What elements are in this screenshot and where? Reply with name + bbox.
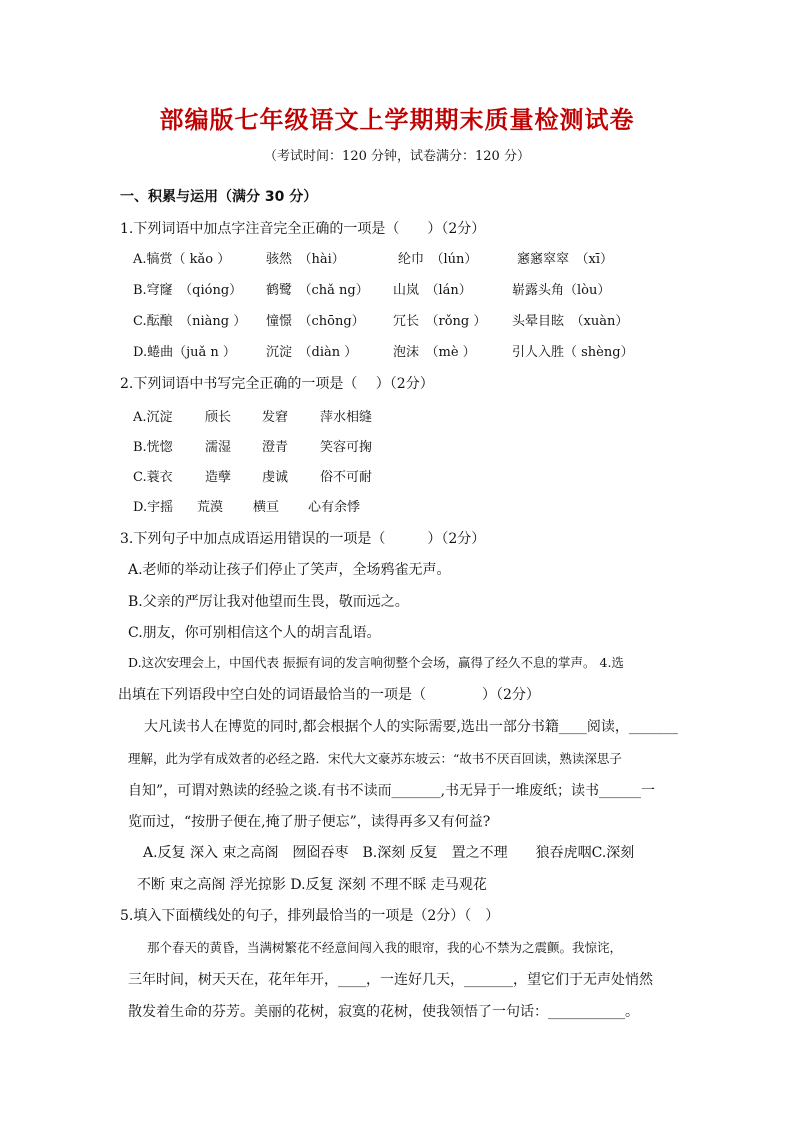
question-4-stem: 出填在下列语段中空白处的词语最恰当的一项是（ ）（2分） <box>118 687 540 703</box>
q2-option-a-word3: 发窘 <box>262 410 289 425</box>
q2-option-d-word3: 横亘 <box>253 500 280 515</box>
q2-option-a-word1: A.沉淀 <box>133 410 173 425</box>
exam-info: （考试时间：120 分钟，试卷满分：120 分） <box>264 149 530 164</box>
q4-passage-line-3: 自知”，可谓对熟读的经验之谈.有书不读而_______,书无异于一堆废纸；读书______一 <box>128 783 656 799</box>
q1-option-a-word1: A.犒赏（ kǎo ） <box>133 252 231 267</box>
question-1-stem: 1.下列词语中加点字注音完全正确的一项是（ ）（2分） <box>120 221 486 237</box>
q1-option-b-word3: 山岚 （lán） <box>393 283 472 298</box>
q4-passage-line-4: 览而过，“按册子便在,掩了册子便忘”，读得再多又有何益? <box>128 814 491 830</box>
q2-option-a-word2: 颀长 <box>205 410 232 425</box>
q2-option-a-word4: 萍水相缝 <box>320 410 373 425</box>
q5-passage-line-2: 三年时间，树天天在，花年年开，____，一连好几天，_______，望它们于无声处悄然 <box>128 972 653 988</box>
section-heading: 一、积累与运用（满分 30 分） <box>120 189 318 205</box>
q2-option-c-word2: 造孽 <box>205 470 232 485</box>
q2-option-c-word4: 俗不可耐 <box>320 470 373 485</box>
page-title: 部编版七年级语文上学期期末质量检测试卷 <box>159 106 635 134</box>
q1-option-c-word1: C.酝酿 （niàng ） <box>133 314 247 329</box>
q4-options-line-1: A.反复 深入 束之高阁 囫囵吞枣 B.深刻 反复 置之不理 狼吞虎咽C.深刻 <box>143 845 635 861</box>
q4-options-line-2: 不断 束之高阁 浮光掠影 D.反复 深刻 不理不睬 走马观花 <box>137 877 487 893</box>
q1-option-d-word3: 泡沫 （mè ） <box>393 345 476 360</box>
q2-option-b-word3: 澄青 <box>262 440 289 455</box>
q3-option-a: A.老师的举动让孩子们停止了笑声，全场鸦雀无声。 <box>128 562 451 578</box>
q1-option-b-word1: B.穹窿 （qióng） <box>133 283 243 298</box>
q1-option-d-word1: D.蜷曲（juǎ n ） <box>133 345 236 360</box>
q5-passage-line-1: 那个春天的黄昏，当满树繁花不经意间闯入我的眼帘，我的心不禁为之震颤。我惊诧， <box>147 940 623 955</box>
q3-option-b: B.父亲的严厉让我对他望而生畏，敬而远之。 <box>128 594 409 610</box>
q5-passage-line-3: 散发着生命的芬芳。美丽的花树，寂寞的花树，使我领悟了一句话：___________。 <box>128 1004 639 1020</box>
question-5-stem: 5.填入下面横线处的句子，排列最恰当的一项是（2分）（ ） <box>120 908 500 924</box>
q2-option-d-word4: 心有余悸 <box>308 500 361 515</box>
q2-option-d-word1: D.宇摇 <box>133 500 174 515</box>
q1-option-b-word4: 崭露头角（lòu） <box>512 283 611 298</box>
q1-option-c-word2: 憧憬 （chōng） <box>266 314 365 329</box>
q4-passage-line-2: 理解，此为学有成效者的必经之路．宋代大文豪苏东坡云：“故书不厌百回读，熟读深思子 <box>128 751 622 766</box>
q1-option-c-word3: 冗长 （rǒng ） <box>393 314 487 329</box>
q1-option-c-word4: 头晕目眩 （xuàn） <box>512 314 629 329</box>
q3-option-c: C.朋友，你可别相信这个人的胡言乱语。 <box>128 625 381 641</box>
q1-option-d-word4: 引人入胜（ shèng） <box>512 345 634 360</box>
q2-option-d-word2: 荒漠 <box>197 500 224 515</box>
q4-passage-line-1: 大凡读书人在博览的同时,都会根据个人的实际需要,选出一部分书籍____阅读，_______ <box>144 719 678 735</box>
q2-option-c-word1: C.蓑衣 <box>133 470 173 485</box>
q1-option-a-word3: 纶巾 （lún） <box>398 252 478 267</box>
q1-option-b-word2: 鹤鹭 （chǎ ng） <box>266 283 369 298</box>
q3-option-d: D.这次安理会上，中国代表 振振有词的发言响彻整个会场，赢得了经久不息的掌声。 4.选 <box>128 655 624 670</box>
q2-option-c-word3: 虔诚 <box>262 470 289 485</box>
q2-option-b-word1: B.恍惚 <box>133 440 173 455</box>
q1-option-d-word2: 沉淀 （diàn ） <box>266 345 358 360</box>
question-2-stem: 2.下列词语中书写完全正确的一项是（ ）（2分） <box>120 376 434 392</box>
q1-option-a-word4: 窸窸窣窣 （xī） <box>517 252 613 267</box>
q2-option-b-word4: 笑容可掬 <box>320 440 373 455</box>
question-3-stem: 3.下列句子中加点成语运用错误的一项是（ ）（2分） <box>120 531 486 547</box>
q2-option-b-word2: 濡湿 <box>205 440 232 455</box>
q1-option-a-word2: 骇然 （hài） <box>266 252 345 267</box>
